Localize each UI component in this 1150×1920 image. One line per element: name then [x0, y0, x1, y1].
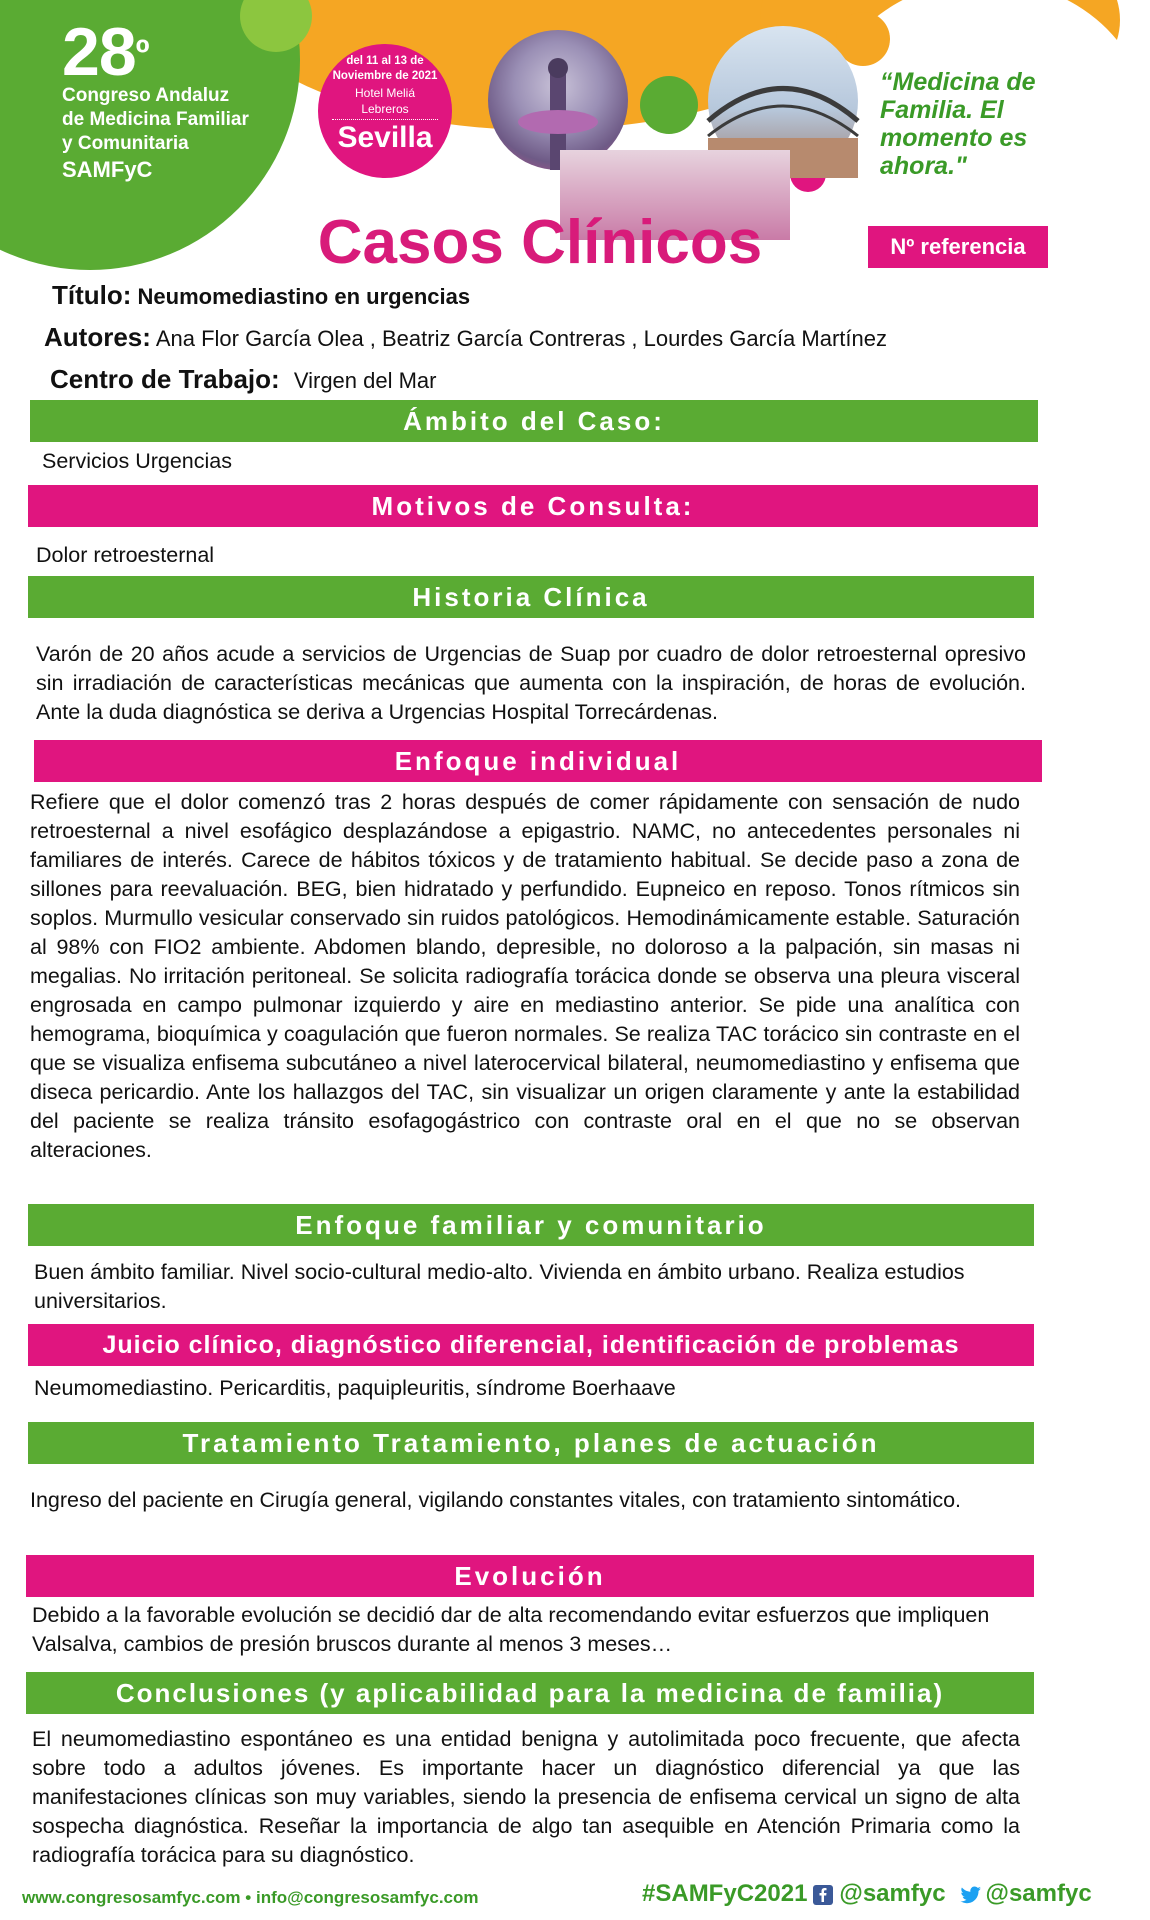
website-link[interactable]: www.congresosamfyc.com	[22, 1888, 241, 1907]
section-text-enfoque-individual: Refiere que el dolor comenzó tras 2 horas después de comer rápidamente con sensación de nudo retroesternal a nivel esofágico desplazándose a epigastrio. NAMC, no antecedentes personales ni familiares de interés. Carece de hábitos tóxicos y de tratamiento habitual. Se decide paso a zona de sillones para reevaluación. BEG, bien hidratado y perfundido. Eupneico en reposo. Tonos rítmicos sin soplos. Murmullo vesicular conservado sin ruidos patológicos. Hemodinámicamente estable. Saturación al 98% con FIO2 ambiente. Abdomen blando, depresible, no doloroso a la palpación, sin masas ni megalias. No irritación peritoneal. Se solicita radiografía torácica donde se observa una pleura visceral engrosada en campo pulmonar izquierdo y aire en mediastino anterior. Se pide una analítica con hemograma, bioquímica y coagulación que fueron normales. Se realiza TAC torácico sin contraste en el que se visualiza enfisema subcutáneo a nivel laterocervical bilateral, neumomediastino y enfisema que diseca pericardio. Ante los hallazgos del TAC, sin visualizar un origen claramente y ante la estabilidad del paciente se realiza tránsito esofagogástrico con contraste oral en el que no se observan alteraciones.	[30, 790, 1020, 1162]
city-name: Sevilla	[337, 121, 433, 154]
organization-name: SAMFyC	[62, 157, 153, 182]
footer-social	[642, 1880, 1092, 1908]
email-link[interactable]: info@congresosamfyc.com	[255, 1888, 479, 1907]
section-text-historia: Varón de 20 años acude a servicios de Urgencias de Suap por cuadro de dolor retroesternal opresivo sin irradiación de características mecánicas que aumenta con la inspiración, de horas de evolución. Ante la duda diagnóstica se deriva a Urgencias Hospital Torrecárdenas.	[36, 642, 1026, 724]
section-heading-evolucion: Evolución	[26, 1555, 1034, 1597]
dates-line-1: del 11 al 13 de	[346, 55, 424, 67]
section-text-enfoque-familiar: Buen ámbito familiar. Nivel socio-cultural medio-alto. Vivienda en ámbito urbano. Realiza estudios universitarios.	[34, 1260, 965, 1313]
section-heading-conclusiones: Conclusiones (y aplicabilidad para la medicina de familia)	[26, 1672, 1034, 1714]
facebook-icon[interactable]	[813, 1884, 833, 1904]
page-title: Casos Clínicos	[317, 208, 763, 277]
hashtag: #SAMFyC2021	[642, 1880, 808, 1907]
workplace-value: Virgen del Mar	[293, 368, 437, 393]
congress-number: $28^º$	[62, 14, 149, 90]
twitter-handle[interactable]: @samfyc	[985, 1880, 1092, 1907]
reference-number-button[interactable]: Nº referencia	[868, 226, 1048, 268]
section-text-juicio-clinico: Neumomediastino. Pericarditis, paquipleuritis, síndrome Boerhaave	[34, 1376, 676, 1400]
section-heading-enfoque-individual: Enfoque individual	[34, 740, 1042, 782]
case-title-value: Neumomediastino en urgencias	[137, 284, 471, 309]
congress-identity	[62, 14, 249, 184]
case-title-label: Título:	[52, 280, 132, 310]
case-title-line	[52, 280, 470, 311]
authors-value: Ana Flor García Olea , Beatriz García Contreras , Lourdes García Martínez	[155, 326, 887, 351]
sevilla-monument-photo	[488, 30, 628, 170]
slogan: “Medicina de Familia. El momento es ahora."	[880, 68, 1036, 180]
workplace-line	[50, 364, 437, 395]
section-text-conclusiones: El neumomediastino espontáneo es una entidad benigna y autolimitada poco frecuente, que afecta sobre todo a adultos jóvenes. Es importante hacer un diagnóstico diferencial ya que las manifestaciones clínicas son muy variables, siendo la presencia de enfisema cervical un signo de alta sospecha diagnóstica. Reseñar la importancia de algo tan asequible en Atención Primaria como la radiografía torácica para su diagnóstico.	[32, 1727, 1020, 1867]
section-text-ambito: Servicios Urgencias	[42, 449, 232, 473]
congress-name-line-2: de Medicina Familiar	[62, 109, 249, 130]
footer-separator: •	[245, 1888, 252, 1907]
authors-label: Autores:	[44, 322, 151, 352]
footer-contact	[22, 1888, 479, 1908]
section-text-evolucion: Debido a la favorable evolución se decidió dar de alta recomendando evitar esfuerzos que impliquen Valsalva, cambios de presión bruscos durante al menos 3 meses…	[32, 1603, 990, 1656]
decorative-green-dot	[640, 76, 698, 134]
twitter-icon[interactable]	[960, 1884, 980, 1904]
facebook-handle[interactable]: @samfyc	[839, 1880, 946, 1907]
section-heading-ambito: Ámbito del Caso:	[30, 400, 1038, 442]
congress-name-line-3: y Comunitaria	[62, 133, 189, 154]
section-heading-juicio-clinico: Juicio clínico, diagnóstico diferencial, identificación de problemas	[28, 1324, 1034, 1366]
section-text-tratamiento: Ingreso del paciente en Cirugía general, vigilando constantes vitales, con tratamiento sintomático.	[30, 1488, 962, 1512]
section-heading-historia: Historia Clínica	[28, 576, 1034, 618]
section-heading-enfoque-familiar: Enfoque familiar y comunitario	[28, 1204, 1034, 1246]
authors-line	[44, 322, 887, 353]
section-heading-motivos: Motivos de Consulta:	[28, 485, 1038, 527]
workplace-label: Centro de Trabajo:	[50, 364, 280, 394]
section-heading-tratamiento: Tratamiento Tratamiento, planes de actuación	[28, 1422, 1034, 1464]
venue-name: Hotel Meliá Lebreros	[332, 85, 438, 120]
section-text-motivos: Dolor retroesternal	[36, 543, 215, 567]
header-banner	[0, 0, 1080, 210]
congress-name-line-1: Congreso Andaluz	[62, 85, 230, 106]
date-venue-badge	[318, 44, 452, 178]
dates-line-2: Noviembre de 2021	[332, 70, 438, 82]
